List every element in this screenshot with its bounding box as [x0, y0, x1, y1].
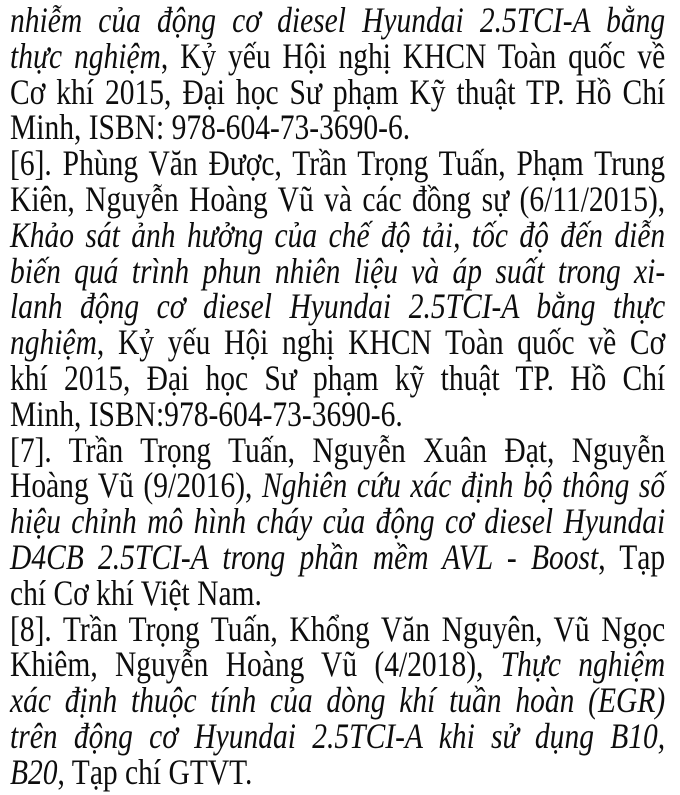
reference-text-line [10, 107, 665, 148]
reference-text: Hoàng Vũ (9/2016), [10, 465, 263, 506]
reference-text: Khiêm, Nguyễn Hoàng Vũ (4/2018), [10, 644, 501, 685]
reference-text-line [10, 501, 666, 542]
reference-text: khí 2015, Đại học Sư phạm kỹ thuật TP. Hồ Chí [10, 357, 666, 398]
reference-text-line [10, 71, 666, 112]
reference-text-line [10, 715, 666, 756]
italic-title-text: B20 [10, 751, 58, 792]
reference-text: , Tạp [598, 536, 666, 577]
reference-text: Minh, ISBN:978-604-73-3690-6. [10, 393, 403, 434]
reference-text: Cơ khí 2015, Đại học Sư phạm Kỹ thuật TP. Hồ Chí [10, 71, 666, 112]
reference-text-line [10, 680, 666, 721]
reference-text-line [10, 536, 666, 577]
reference-text-line [10, 178, 666, 219]
reference-text: , Tạp chí GTVT. [57, 751, 253, 792]
italic-title-text: D4CB 2.5TCI-A trong phần mềm AVL - Boost [10, 536, 599, 577]
reference-text: Minh, ISBN: 978-604-73-3690-6. [10, 107, 411, 148]
italic-title-text: nghiệm [10, 322, 97, 363]
reference-text: , Kỷ yếu Hội nghị KHCN Toàn quốc về [160, 35, 666, 76]
reference-text-line [10, 429, 666, 470]
reference-text-line [10, 357, 666, 398]
reference-text-line [10, 322, 666, 363]
reference-text: chí Cơ khí Việt Nam. [10, 572, 262, 613]
reference-text-line [10, 214, 666, 255]
reference-text-line [10, 751, 665, 792]
italic-title-text: Nghiên cứu xác định bộ thông số [262, 465, 666, 506]
reference-text-line [10, 644, 666, 685]
reference-text: , Kỷ yếu Hội nghị KHCN Toàn quốc về Cơ [96, 322, 666, 363]
italic-title-text: Khảo sát ảnh hưởng của chế độ tải, tốc độ đến diễn [10, 214, 666, 255]
italic-title-text: thực nghiệm [10, 35, 161, 76]
reference-text: Kiên, Nguyễn Hoàng Vũ và các đồng sự (6/11/2015), [10, 178, 666, 219]
italic-title-text: lanh động cơ diesel Hyundai 2.5TCI-A bằng thực [10, 286, 666, 327]
reference-text-line [10, 393, 665, 434]
reference-text-line [10, 608, 666, 649]
reference-text-line [10, 286, 666, 327]
italic-title-text: nhiễm của động cơ diesel Hyundai 2.5TCI-A bằng [10, 0, 666, 40]
reference-text-line [10, 0, 666, 40]
reference-text: [7]. Trần Trọng Tuấn, Nguyễn Xuân Đạt, Nguyễn [10, 429, 666, 470]
reference-text-line [10, 465, 666, 506]
reference-list [10, 0, 680, 792]
reference-text-line [10, 572, 665, 613]
italic-title-text: Thực nghiệm [500, 644, 666, 685]
italic-title-text: biến quá trình phun nhiên liệu và áp suất trong xi- [10, 250, 666, 291]
reference-text-line [10, 143, 666, 184]
reference-text: [6]. Phùng Văn Được, Trần Trọng Tuấn, Phạm Trung [10, 143, 666, 184]
italic-title-text: trên động cơ Hyundai 2.5TCI-A khi sử dụng B10, [10, 715, 666, 756]
reference-text-line [10, 35, 666, 76]
italic-title-text: hiệu chỉnh mô hình cháy của động cơ diesel Hyundai [10, 501, 666, 542]
reference-text-line [10, 250, 666, 291]
reference-text: [8]. Trần Trọng Tuấn, Khổng Văn Nguyên, Vũ Ngọc [10, 608, 666, 649]
italic-title-text: xác định thuộc tính của dòng khí tuần hoàn (EGR) [10, 680, 666, 721]
